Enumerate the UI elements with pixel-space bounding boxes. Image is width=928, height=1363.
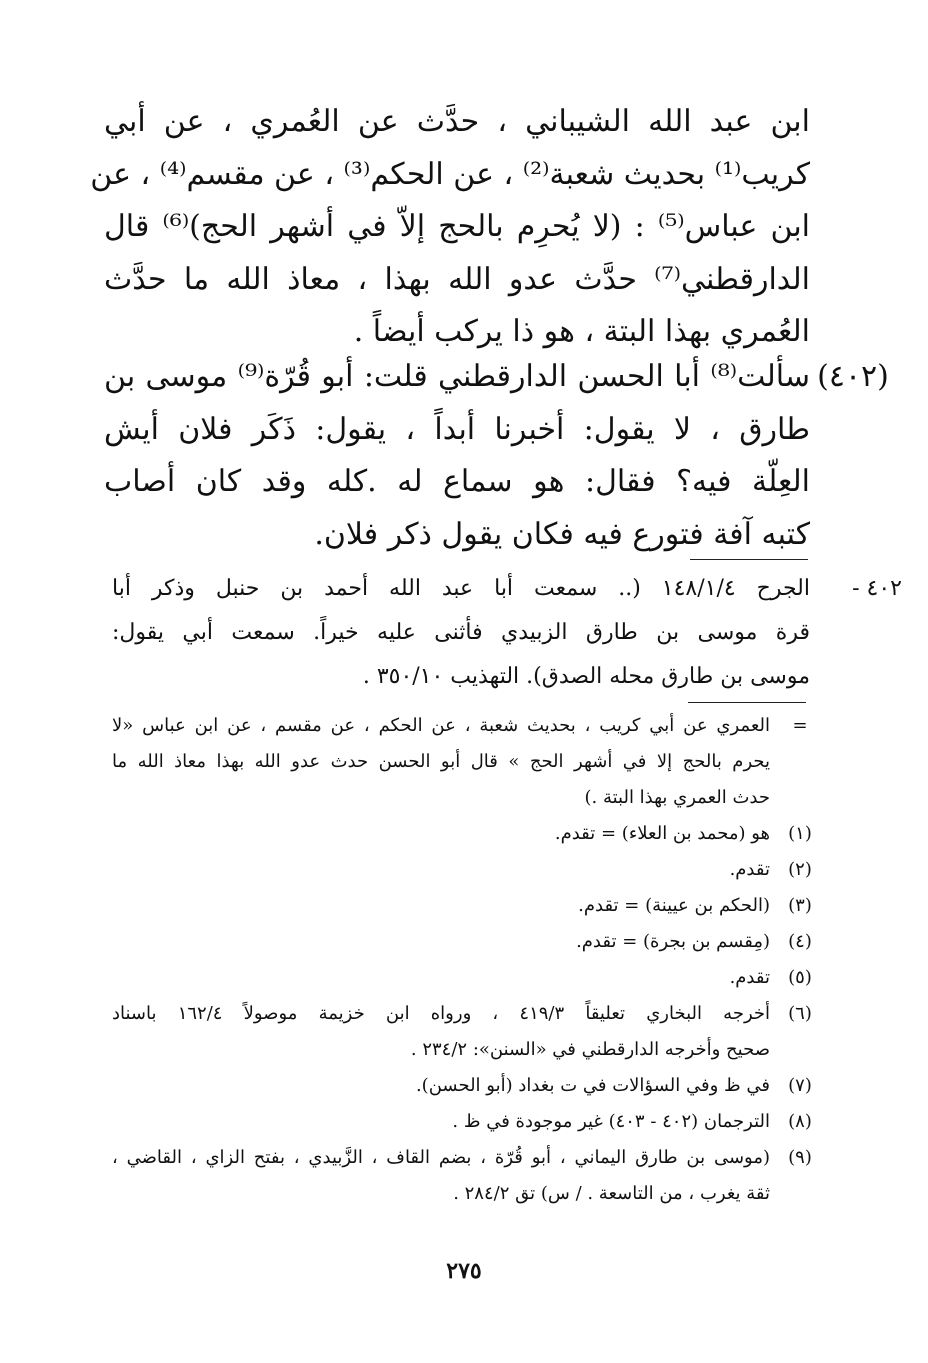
footnote-line: تقدم. [729,859,770,880]
footnote-line: أخرجه البخاري تعليقاً ٤١٩/٣ ، ورواه ابن خزيمة موصولاً ١٦٢/٤ باسناد [112,1003,770,1024]
separator-line [690,559,808,560]
footnote [112,924,810,960]
footnote [112,816,810,852]
footnote-mark: = [792,715,808,736]
entry-number: (٤٠٢) [817,359,889,394]
footnote [112,1068,810,1104]
footnote [112,708,810,816]
footnote-line: (مِقسم بن بجرة) = تقدم. [576,931,770,952]
footnote-line: العمري عن أبي كريب ، بحديث شعبة ، عن الحكم ، عن مقسم ، عن ابن عباس «لا [112,715,770,736]
main-line: ابن عباس⁽⁵⁾ : (لا يُحرِم بالحج إلاّ في أشهر الحج)⁽⁶⁾ قال [104,209,811,244]
entry-line: سألت⁽⁸⁾ أبا الحسن الدارقطني قلت: أبو قُرّة⁽⁹⁾ موسى بن [104,359,810,394]
footnote-line: ثقة يغرب ، من التاسعة . / س) تق ٢٨٤/٢ . [453,1183,770,1204]
footnote-mark: (٢) [788,859,812,880]
footnote [112,960,810,996]
entry-line: كتبه آفة فتورع فيه فكان يقول ذكر فلان. [314,516,810,552]
entry-line: العِلّة فيه؟ فقال: هو سماع له .كله وقد كان أصاب [104,464,810,499]
footnote [112,888,810,924]
footnote-line: (موسى بن طارق اليماني ، أبو قُرّة ، بضم القاف ، الزَّبيدي ، بفتح الزاي ، القاضي ، [112,1147,770,1168]
footnotes [112,708,810,1212]
commentary-line: موسى بن طارق محله الصدق). التهذيب ٣٥٠/١٠ . [362,664,810,689]
footnote [112,1104,810,1140]
footnote [112,852,810,888]
main-line: كريب⁽¹⁾ بحديث شعبة⁽²⁾ ، عن الحكم⁽³⁾ ، عن مقسم⁽⁴⁾ ، عن [90,156,810,192]
footnote-mark: (٦) [788,1003,812,1024]
commentary-line: الجرح ١٤٨/١/٤ (.. سمعت أبا عبد الله أحمد بن حنبل وذكر أبا [112,576,810,601]
commentary-block [112,567,902,699]
entry-402 [104,351,889,561]
main-text [90,96,811,359]
footnote-mark: (٨) [788,1111,812,1132]
footnote-line: (الحكم بن عيينة) = تقدم. [578,895,770,916]
footnote-line: صحيح وأخرجه الدارقطني في «السنن»: ٢٣٤/٢ . [410,1039,770,1060]
entry-line: طارق ، لا يقول: أخبرنا أبداً ، يقول: ذَكَر فلان أيش [104,411,810,447]
footnote [112,1140,810,1212]
footnote-line: هو (محمد بن العلاء) = تقدم. [554,823,770,844]
footnote-line: تقدم. [729,967,770,988]
main-line: الدارقطني⁽⁷⁾ حدَّث عدو الله بهذا ، معاذ الله ما حدَّث [104,261,810,297]
main-line: العُمري بهذا البتة ، هو ذا يركب أيضاً . [353,314,810,349]
separator-line [688,702,806,703]
footnote-mark: (١) [788,823,812,844]
footnote-line: في ظ وفي السؤالات في ت بغداد (أبو الحسن). [415,1075,770,1096]
footnote-mark: (٥) [788,967,812,988]
commentary-line: قرة موسى بن طارق الزبيدي فأثنى عليه خيراً. سمعت أبي يقول: [112,620,810,645]
footnote-mark: (٤) [788,931,812,952]
footnote-mark: (٧) [788,1075,812,1096]
footnote-line: يحرم بالحج إلا في أشهر الحج » قال أبو الحسن حدث عدو الله بهذا معاذ الله ما [112,751,770,772]
footnote-line: حدث العمري بهذا البتة .) [584,787,770,808]
footnote-mark: (٩) [788,1147,812,1168]
page-number: ٢٧٥ [446,1258,482,1284]
footnote-line: الترجمان (٤٠٢ - ٤٠٣) غير موجودة في ظ . [452,1111,770,1132]
footnote [112,996,810,1068]
commentary-number: ٤٠٢ - [852,576,902,601]
footnote-mark: (٣) [788,895,812,916]
main-line: ابن عبد الله الشيباني ، حدَّث عن العُمري ، عن أبي [104,104,810,139]
